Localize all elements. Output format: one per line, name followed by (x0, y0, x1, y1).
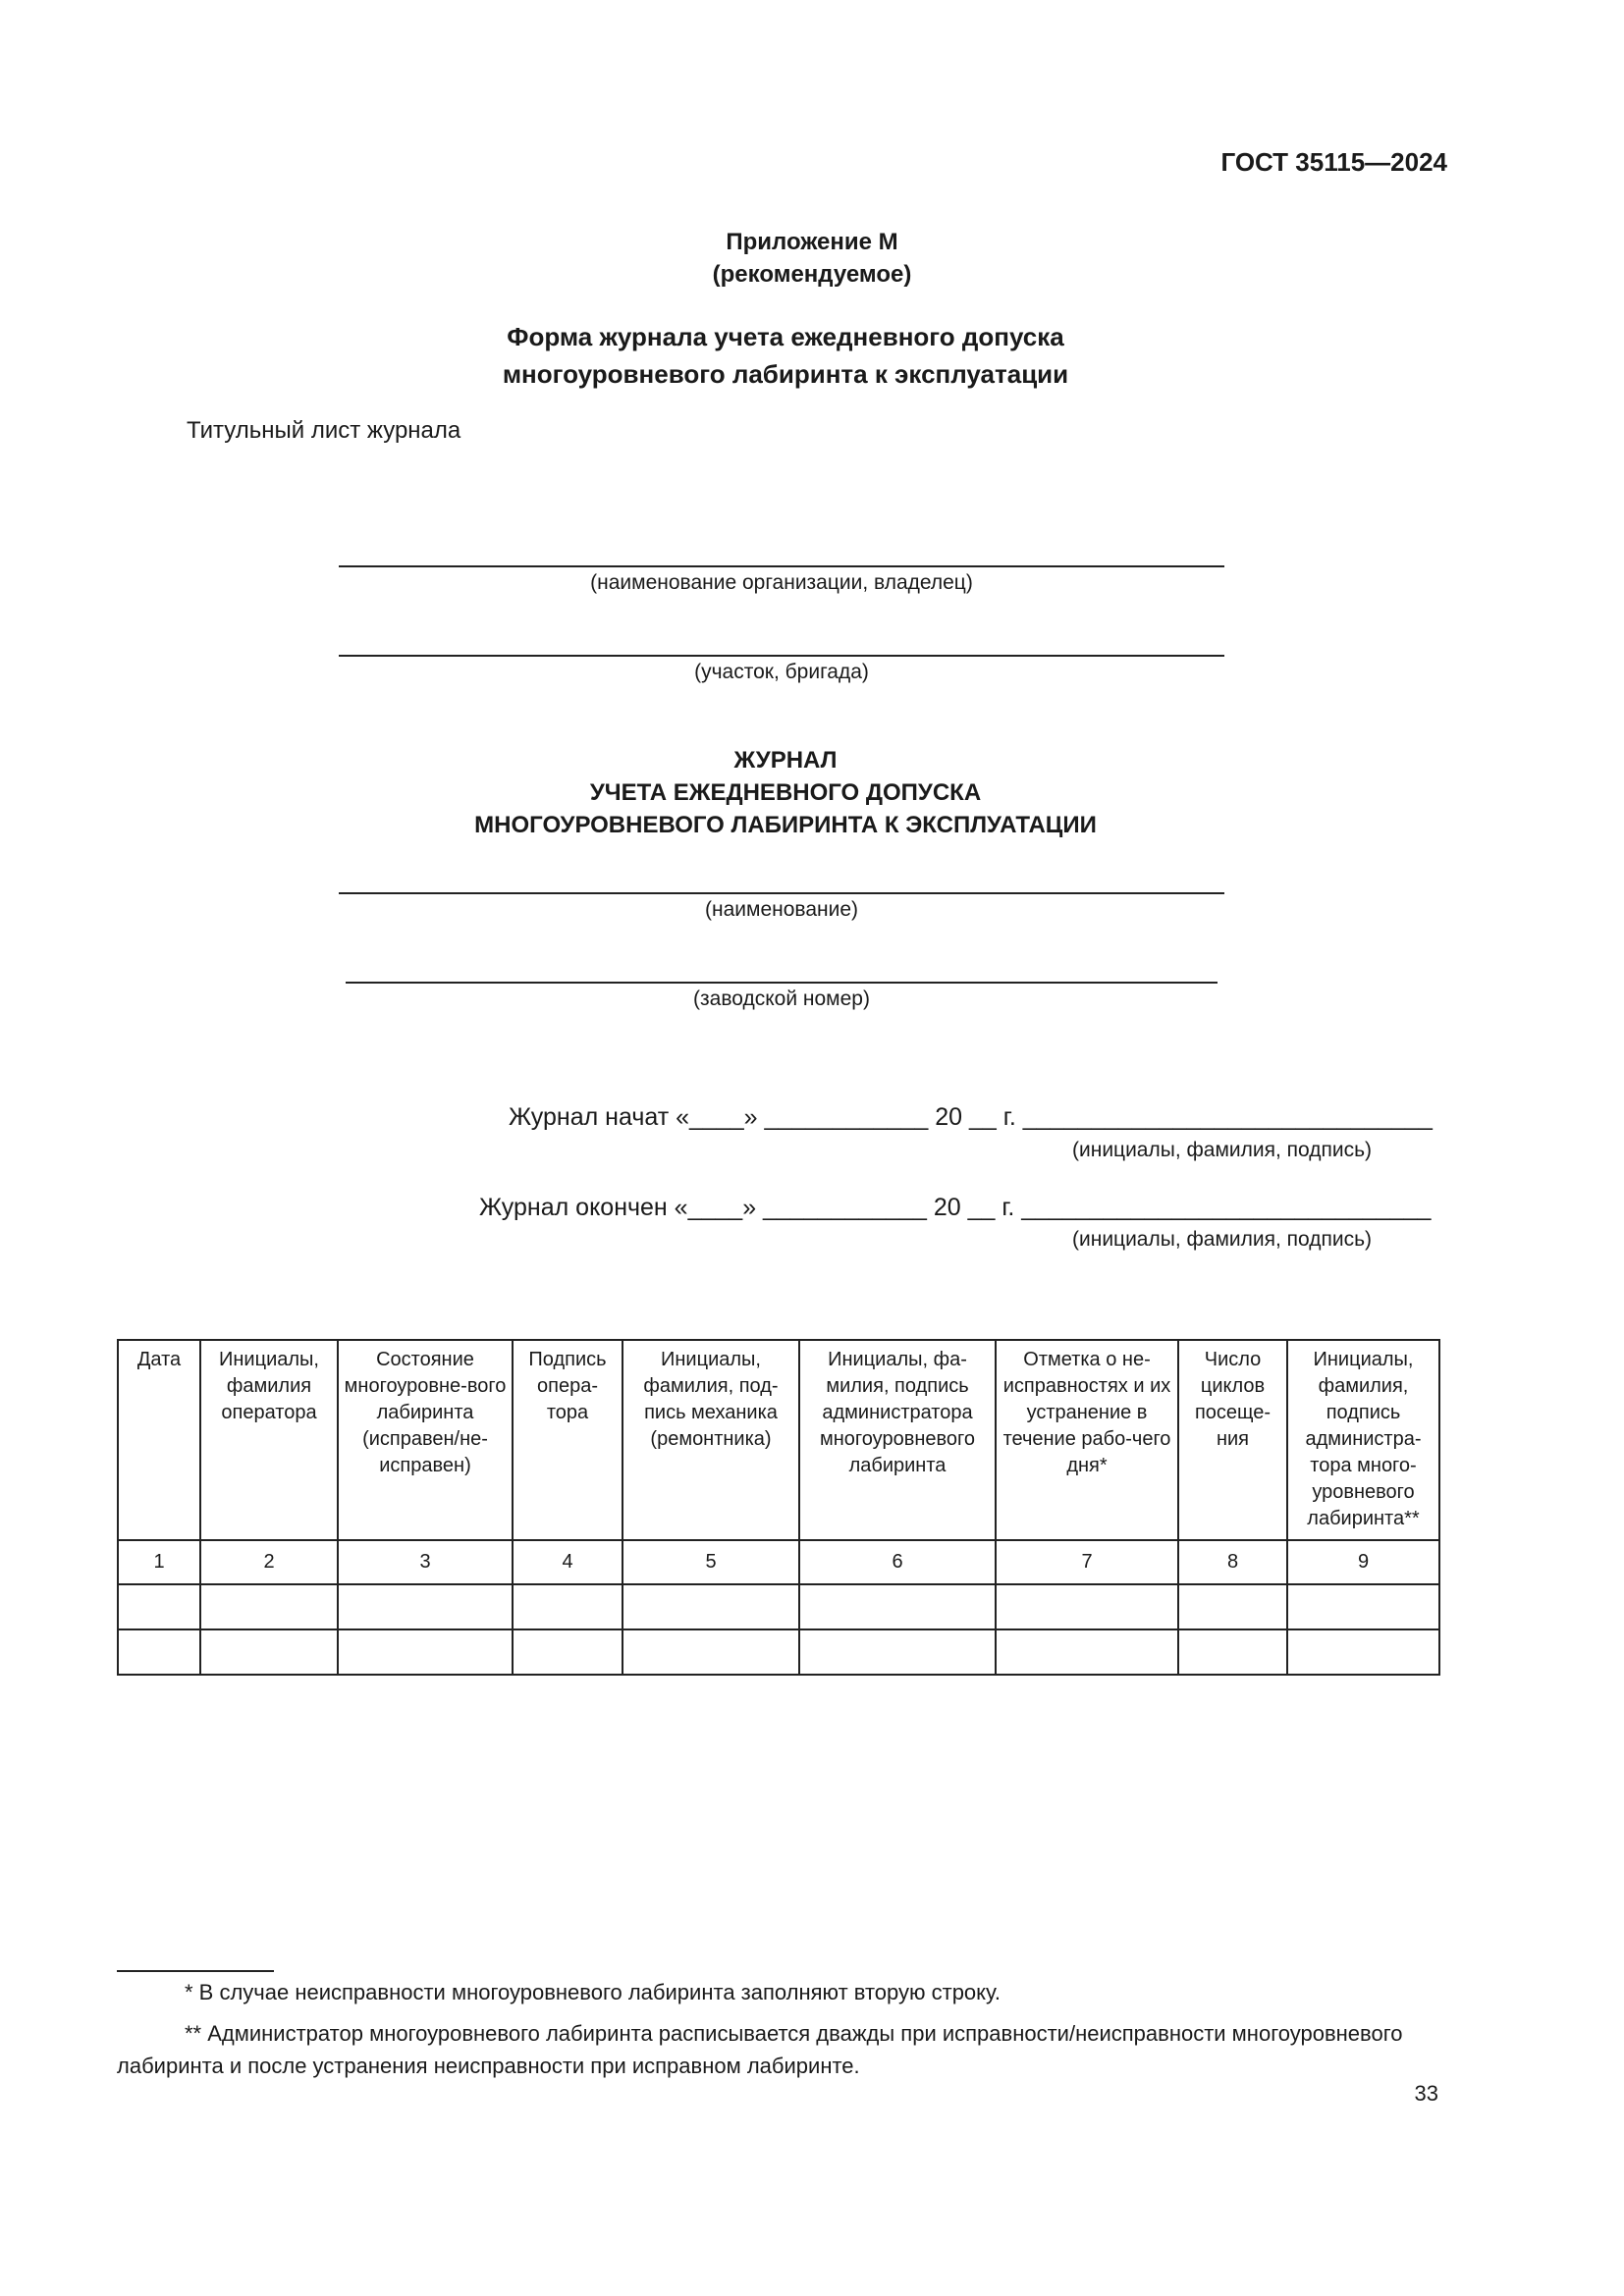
header-cell: Инициалы, фамилия, подпись администра-тора много-уровневого лабиринта** (1287, 1340, 1439, 1540)
journal-started-row: Журнал начат «____» ____________ 20 __ г. ______________________________ (509, 1103, 1433, 1131)
header-cell: Подпись опера-тора (513, 1340, 623, 1540)
empty-cell (118, 1629, 200, 1675)
appendix-title: Приложение М (726, 229, 898, 255)
header-cell: Инициалы, фамилия, под-пись механика (ремонтника) (623, 1340, 799, 1540)
form-title-line-1: Форма журнала учета ежедневного допуска (507, 322, 1064, 351)
serial-number-line (346, 982, 1218, 984)
name-line (339, 892, 1224, 894)
empty-cell (623, 1629, 799, 1675)
journal-started-signature-caption: (инициалы, фамилия, подпись) (1072, 1139, 1373, 1161)
title-page-subheading: Титульный лист журнала (187, 417, 461, 444)
table-header-row (118, 1340, 1439, 1540)
column-number-cell: 9 (1287, 1540, 1439, 1584)
column-number-row (118, 1540, 1439, 1584)
section-line (339, 655, 1224, 657)
empty-cell (1287, 1629, 1439, 1675)
empty-cell (338, 1584, 513, 1629)
journal-ended-signature-caption: (инициалы, фамилия, подпись) (1072, 1228, 1373, 1251)
empty-cell (200, 1584, 338, 1629)
empty-cell (1178, 1584, 1287, 1629)
empty-cell (996, 1584, 1178, 1629)
empty-cell (200, 1629, 338, 1675)
empty-cell (1287, 1584, 1439, 1629)
organization-caption: (наименование организации, владелец) (590, 571, 973, 594)
journal-title (0, 744, 1571, 841)
page-number: 33 (1414, 2081, 1438, 2106)
section-caption: (участок, бригада) (694, 661, 869, 683)
footnote-1: * В случае неисправности многоуровневого лабиринта заполняют вторую строку. (185, 1980, 1001, 2004)
table-row (118, 1584, 1439, 1629)
footnote-2: ** Администратор многоуровневого лабиринта расписывается дважды при исправности/неисправности многоуровневого лабиринта и после устранения неисправности при исправном лабиринте. (117, 2021, 1403, 2078)
journal-title-line-3: МНОГОУРОВНЕВОГО ЛАБИРИНТА К ЭКСПЛУАТАЦИИ (474, 812, 1097, 838)
name-caption: (наименование) (705, 898, 858, 921)
header-cell: Инициалы, фа-милия, подпись администратора многоуровневого лабиринта (799, 1340, 996, 1540)
journal-ended-row: Журнал окончен «____» ____________ 20 __ г. ______________________________ (479, 1194, 1432, 1221)
journal-title-line-2: УЧЕТА ЕЖЕДНЕВНОГО ДОПУСКА (589, 779, 982, 806)
column-number-cell: 5 (623, 1540, 799, 1584)
empty-cell (799, 1584, 996, 1629)
header-cell: Состояние многоуровне-вого лабиринта (исправен/не-исправен) (338, 1340, 513, 1540)
empty-cell (513, 1584, 623, 1629)
header-cell: Инициалы, фамилия оператора (200, 1340, 338, 1540)
header-cell: Дата (118, 1340, 200, 1540)
column-number-cell: 4 (513, 1540, 623, 1584)
footnote-separator (117, 1970, 274, 1972)
empty-cell (996, 1629, 1178, 1675)
form-title (0, 318, 1571, 393)
document-code: ГОСТ 35115—2024 (1220, 147, 1447, 177)
empty-cell (513, 1629, 623, 1675)
column-number-cell: 1 (118, 1540, 200, 1584)
journal-log-table (117, 1339, 1440, 1676)
journal-title-line-1: ЖУРНАЛ (733, 747, 838, 774)
empty-cell (338, 1629, 513, 1675)
appendix-heading (0, 226, 1624, 291)
appendix-status: (рекомендуемое) (712, 261, 912, 288)
column-number-cell: 2 (200, 1540, 338, 1584)
empty-cell (623, 1584, 799, 1629)
header-cell: Отметка о не-исправностях и их устранение в течение рабо-чего дня* (996, 1340, 1178, 1540)
empty-cell (118, 1584, 200, 1629)
empty-cell (1178, 1629, 1287, 1675)
table-row (118, 1629, 1439, 1675)
column-number-cell: 3 (338, 1540, 513, 1584)
empty-cell (799, 1629, 996, 1675)
organization-line (339, 565, 1224, 567)
column-number-cell: 7 (996, 1540, 1178, 1584)
form-title-line-2: многоуровневого лабиринта к эксплуатации (502, 359, 1069, 389)
serial-number-caption: (заводской номер) (693, 988, 870, 1010)
column-number-cell: 8 (1178, 1540, 1287, 1584)
header-cell: Число циклов посеще-ния (1178, 1340, 1287, 1540)
column-number-cell: 6 (799, 1540, 996, 1584)
